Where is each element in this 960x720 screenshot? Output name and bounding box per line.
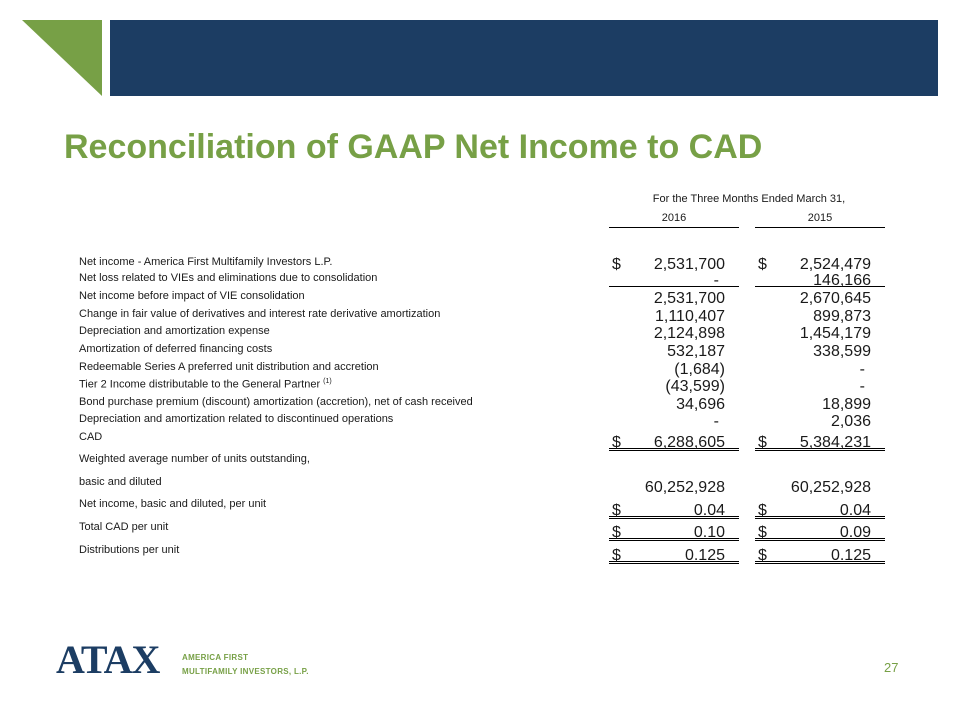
row-label: Net income - America First Multifamily Investors L.P.	[79, 256, 333, 268]
cell-2015	[755, 396, 885, 413]
amount: 6,288,605	[653, 434, 725, 451]
amount: 146,166	[813, 272, 871, 289]
row-label: Bond purchase premium (discount) amortization (accretion), net of cash received	[79, 396, 473, 408]
amount: 2,531,700	[653, 256, 725, 273]
amount: 18,899	[822, 396, 871, 413]
currency-symbol: $	[758, 434, 767, 451]
currency-symbol: $	[612, 524, 621, 541]
amount: 0.09	[839, 524, 871, 541]
logo-line-1: AMERICA FIRST	[182, 653, 249, 662]
cell-2016	[609, 479, 739, 496]
cell-2016	[609, 524, 739, 541]
amount: 34,696	[676, 396, 725, 413]
cell-2015	[755, 434, 885, 451]
cell-2016	[609, 502, 739, 519]
amount: 2,036	[830, 413, 871, 430]
row-label: Distributions per unit	[79, 544, 180, 556]
currency-symbol: $	[758, 256, 767, 273]
amount: (1,684)	[674, 361, 725, 378]
period-header: For the Three Months Ended March 31,	[652, 193, 846, 205]
row-label: Net income before impact of VIE consolidation	[79, 290, 305, 302]
amount: 899,873	[813, 308, 871, 325]
cell-2015	[755, 547, 885, 564]
year-column-2015: 2015	[755, 212, 885, 228]
amount: 338,599	[813, 343, 871, 360]
currency-symbol: $	[612, 434, 621, 451]
amount: 5,384,231	[799, 434, 871, 451]
cell-2016	[609, 434, 739, 451]
amount: 1,110,407	[655, 308, 725, 325]
page-title: Reconciliation of GAAP Net Income to CAD	[64, 128, 763, 166]
cell-2016	[609, 361, 739, 378]
currency-symbol: $	[612, 256, 621, 273]
page-number: 27	[884, 660, 899, 675]
amount: 0.04	[839, 502, 871, 519]
row-label: Change in fair value of derivatives and interest rate derivative amortization	[79, 308, 441, 320]
cell-2016	[609, 343, 739, 360]
row-label: basic and diluted	[79, 476, 162, 488]
row-label: Net loss related to VIEs and eliminations due to consolidation	[79, 272, 378, 284]
cell-2015	[755, 524, 885, 541]
cell-2015	[755, 325, 885, 342]
currency-symbol: $	[758, 524, 767, 541]
row-label: Amortization of deferred financing costs	[79, 343, 273, 355]
amount: 2,531,700	[653, 290, 725, 307]
row-label: Net income, basic and diluted, per unit	[79, 498, 267, 510]
currency-symbol: $	[758, 502, 767, 519]
amount: (43,599)	[665, 378, 725, 395]
cell-2015	[755, 378, 885, 395]
row-label: Weighted average number of units outstanding,	[79, 453, 310, 465]
amount: 0.125	[830, 547, 871, 564]
atax-logo: ATAX	[56, 637, 160, 682]
currency-symbol: $	[758, 547, 767, 564]
cell-2015	[755, 343, 885, 360]
amount: 0.10	[693, 524, 725, 541]
amount: 0.04	[693, 502, 725, 519]
cell-2015	[755, 290, 885, 307]
amount: -	[713, 272, 719, 289]
amount: 2,124,898	[653, 325, 725, 342]
amount: 1,454,179	[799, 325, 871, 342]
cell-2015	[755, 413, 885, 430]
amount: 532,187	[667, 343, 725, 360]
amount: -	[859, 361, 865, 378]
table-row	[0, 453, 960, 469]
cell-2015	[755, 256, 885, 273]
footnote-marker: (1)	[323, 378, 332, 385]
row-label: Depreciation and amortization expense	[79, 325, 270, 337]
cell-2015	[755, 272, 885, 287]
cell-2015	[755, 308, 885, 325]
cell-2016	[609, 256, 739, 273]
row-label: Depreciation and amortization related to discontinued operations	[79, 413, 394, 425]
cell-2016	[609, 378, 739, 395]
cell-2016	[609, 413, 739, 430]
row-label: Total CAD per unit	[79, 521, 169, 533]
row-label: CAD	[79, 431, 103, 443]
green-corner-triangle	[22, 20, 102, 96]
currency-symbol: $	[612, 547, 621, 564]
amount: -	[713, 413, 719, 430]
amount: -	[859, 378, 865, 395]
amount: 2,670,645	[799, 290, 871, 307]
logo-line-2: MULTIFAMILY INVESTORS, L.P.	[182, 667, 309, 676]
cell-2016	[609, 290, 739, 307]
amount: 0.125	[684, 547, 725, 564]
cell-2015	[755, 361, 885, 378]
cell-2016	[609, 547, 739, 564]
currency-symbol: $	[612, 502, 621, 519]
cell-2016	[609, 272, 739, 287]
cell-2016	[609, 308, 739, 325]
cell-2015	[755, 479, 885, 496]
cell-2016	[609, 325, 739, 342]
amount: 60,252,928	[790, 479, 871, 496]
amount: 60,252,928	[644, 479, 725, 496]
amount: 2,524,479	[799, 256, 871, 273]
year-column-2016: 2016	[609, 212, 739, 228]
row-label: Tier 2 Income distributable to the General Partner $^{(1)}$	[79, 378, 332, 391]
cell-2015	[755, 502, 885, 519]
header-banner	[110, 20, 938, 96]
row-label: Redeemable Series A preferred unit distribution and accretion	[79, 361, 379, 373]
cell-2016	[609, 396, 739, 413]
